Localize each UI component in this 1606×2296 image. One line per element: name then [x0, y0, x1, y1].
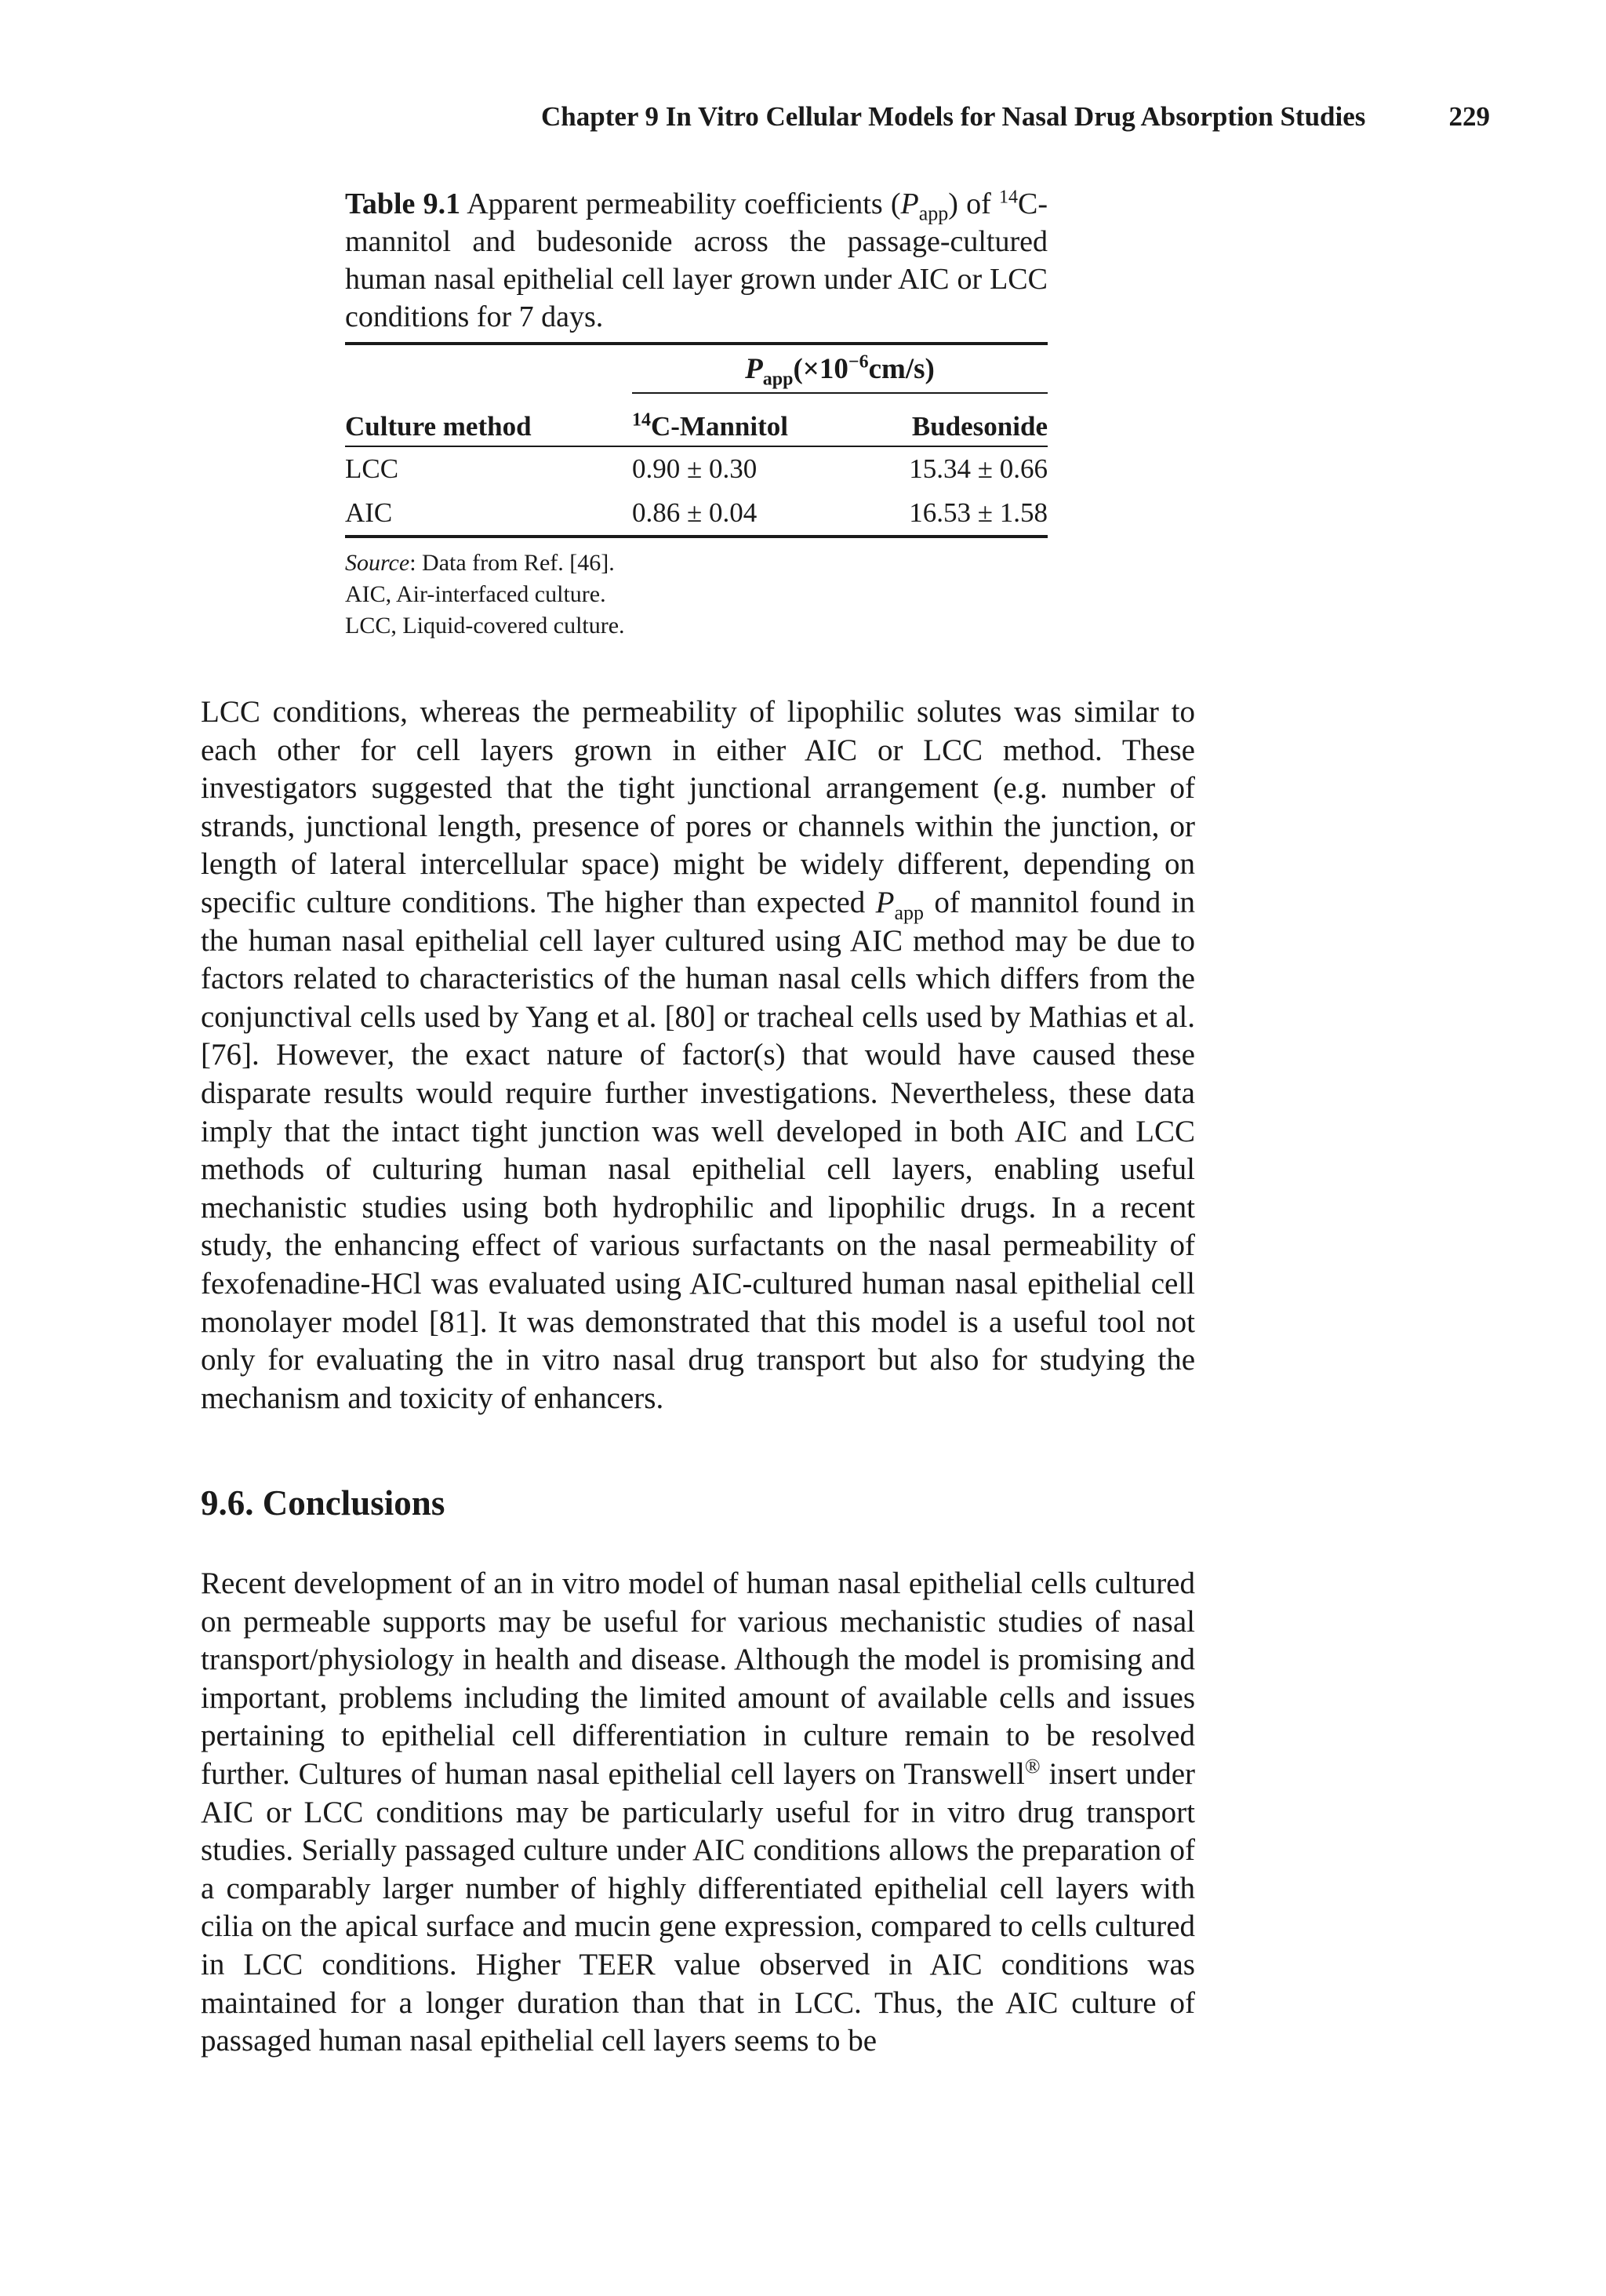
running-head — [541, 100, 1490, 133]
table-row — [345, 447, 1048, 491]
source-label: Source — [345, 550, 410, 576]
table-span-header — [345, 345, 1048, 392]
page-number: 229 — [1448, 101, 1490, 132]
running-head-title: Chapter 9 In Vitro Cellular Models for Nasal Drug Absorption Studies — [541, 101, 1366, 132]
cell-budesonide: 16.53 ± 1.58 — [909, 497, 1048, 528]
caption-p-symbol: P — [900, 187, 919, 220]
section-heading: 9.6. Conclusions — [201, 1483, 445, 1523]
caption-text: Apparent permeability coefficients ( — [460, 187, 901, 220]
caption-text: C-mannitol and budesonide across the passage-cultured human nasal epithelial cell layer grown under AIC or LCC conditions for 7 days. — [345, 187, 1048, 333]
table-label: Table 9.1 — [345, 187, 461, 220]
papp-symbol: P — [875, 885, 895, 919]
cell-method: LCC — [345, 453, 399, 484]
units-text: (×10 — [793, 352, 848, 385]
registered-mark: ® — [1024, 1754, 1041, 1777]
mannitol-isotope: 14 — [632, 409, 651, 431]
table-9-1 — [345, 185, 1048, 642]
cell-method: AIC — [345, 497, 393, 528]
data-table — [345, 342, 1048, 538]
table-notes — [345, 548, 1048, 642]
cell-mannitol: 0.86 ± 0.04 — [632, 497, 758, 528]
lcc-abbreviation-note: LCC, Liquid-covered culture. — [345, 613, 625, 639]
source-text: : Data from Ref. [46]. — [409, 550, 615, 576]
body-paragraph — [201, 1565, 1195, 2061]
paragraph-text: of mannitol found in the human nasal epithelial cell layer cultured using AIC method may be due to factors related to characteristics of the human nasal cells which differs from the conjunctival cells used by Yang et al. [80] or tracheal cells used by Mathias et al. [76]. However, the exact nature of factor(s) that would have caused these disparate results would require further investigations. Nevertheless, these data imply that the intact tight junction was well developed in both AIC and LCC methods of culturing human nasal epithelial cell layers, enabling useful mechanistic studies using both hydrophilic and lipophilic drugs. In a recent study, the enhancing effect of various surfactants on the nasal permeability of fexofenadine-HCl was evaluated using AIC-cultured human nasal epithelial cell monolayer model [81]. It was demonstrated that this model is a useful tool not only for evaluating the in vitro nasal drug transport but also for studying the mechanism and toxicity of enhancers. — [201, 885, 1195, 1415]
paragraph-text: Recent development of an in vitro model of human nasal epithelial cells cultured on permeable supports may be useful for various mechanistic studies of nasal transport/physiology in health and disease. Although the model is promising and important, problems including the limited amount of available cells and issues pertaining to epithelial cell differentiation in culture remain to be resolved further. Cultures of human nasal epithelial cell layers on Transwell — [201, 1566, 1195, 1791]
mannitol-label: C-Mannitol — [651, 411, 788, 442]
units-exponent: −6 — [848, 351, 869, 373]
papp-subscript: app — [894, 901, 925, 924]
units-text: cm/s) — [868, 352, 935, 385]
paragraph-text: LCC conditions, whereas the permeability of lipophilic solutes was similar to each other for cell layers grown in either AIC or LCC method. These investigators suggested that the tight junctional arrangement (e.g. number of strands, junctional length, presence of pores or channels within the junction, or length of lateral intercellular space) might be widely different, depending on specific culture conditions. The higher than expected — [201, 695, 1195, 919]
caption-text: ) of — [948, 187, 999, 220]
table-bottom-rule — [345, 535, 1048, 538]
table-row — [345, 491, 1048, 535]
cell-mannitol: 0.90 ± 0.30 — [632, 453, 758, 484]
col-header-budesonide: Budesonide — [911, 411, 1048, 442]
table-column-headers — [345, 394, 1048, 446]
caption-app-subscript: app — [918, 202, 949, 225]
source-note — [345, 548, 1048, 579]
table-caption — [345, 185, 1048, 336]
col-header-method: Culture method — [345, 411, 532, 442]
cell-budesonide: 15.34 ± 0.66 — [909, 453, 1048, 484]
aic-abbreviation-note: AIC, Air-interfaced culture. — [345, 581, 606, 607]
paragraph-text: insert under AIC or LCC conditions may be particularly useful for in vitro drug transport studies. Serially passaged culture under AIC conditions allows the preparation of a comparably larger number of highly differentiated epithelial cell layers with cilia on the apical surface and mucin gene expression, compared to cells cultured in LCC conditions. Higher TEER value observed in AIC conditions was maintained for a longer duration than that in LCC. Thus, the AIC culture of passaged human nasal epithelial cell layers seems to be — [201, 1756, 1195, 2058]
caption-isotope-superscript: 14 — [999, 187, 1018, 208]
papp-units-header — [632, 351, 1048, 389]
papp-symbol: P — [745, 352, 763, 385]
body-paragraph — [201, 693, 1195, 1417]
col-header-mannitol — [632, 411, 867, 442]
papp-subscript: app — [762, 368, 794, 389]
